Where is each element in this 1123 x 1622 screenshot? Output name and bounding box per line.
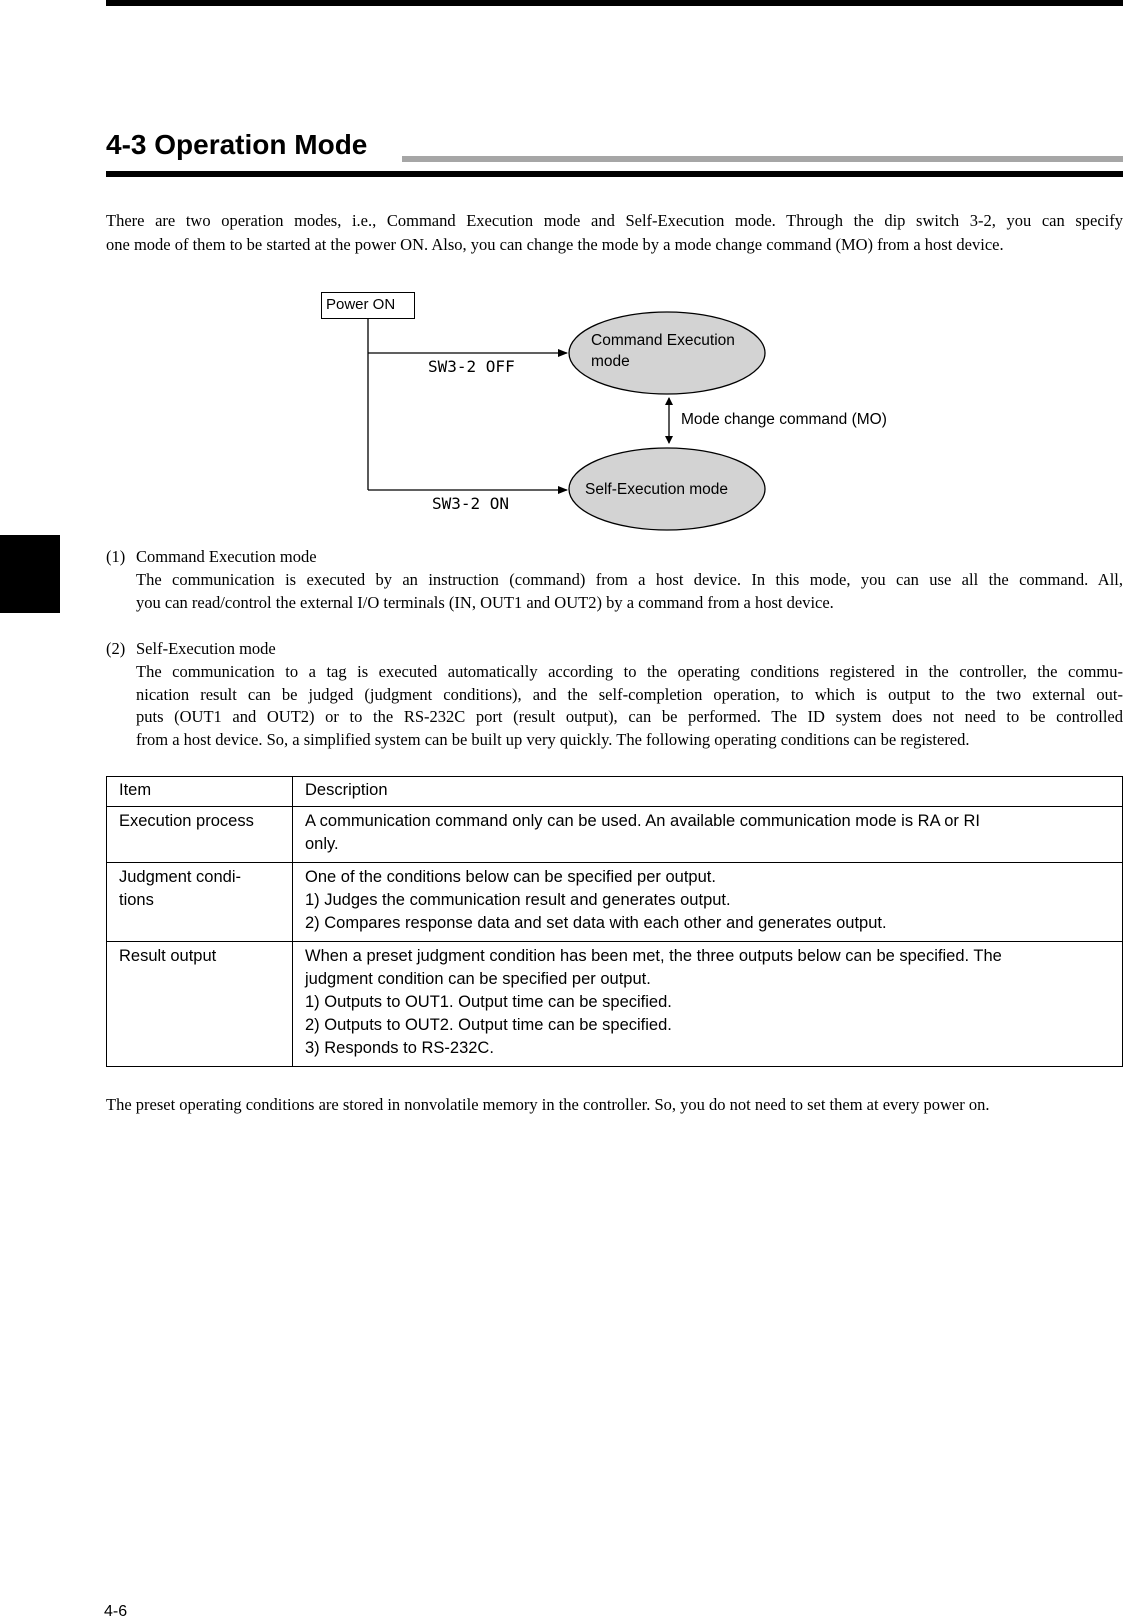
cell-line: Execution process xyxy=(119,812,254,830)
table-cell-description xyxy=(293,863,1123,942)
section-title: 4-3 Operation Mode xyxy=(106,129,368,160)
table-header-row xyxy=(107,777,1123,807)
list-number: (2) xyxy=(106,639,126,658)
cell-line: 1) Judges the communication result and generates output. xyxy=(305,891,731,909)
cell-line: Result output xyxy=(119,947,217,965)
cell-line: only. xyxy=(305,835,339,853)
table-cell-item xyxy=(107,942,293,1067)
list-heading-text: Command Execution mode xyxy=(136,547,317,566)
list-line: nication result can be judged (judgment conditions), and the self-completion operation, to which is output to the two external out- xyxy=(136,684,1123,704)
list-line: The communication is executed by an instruction (command) from a host device. In this mode, you can use all the command. All, xyxy=(136,570,1123,589)
list-body xyxy=(136,661,1123,751)
table-cell-item xyxy=(107,863,293,942)
command-mode-label-line2: mode xyxy=(591,353,630,370)
page-number: 4-6 xyxy=(104,1603,128,1620)
list-line: you can read/control the external I/O terminals (IN, OUT1 and OUT2) by a command from a host device. xyxy=(136,592,834,612)
cell-line: One of the conditions below can be specified per output. xyxy=(305,868,716,886)
operation-mode-diagram xyxy=(0,0,1123,540)
list-line: The communication to a tag is executed automatically according to the operating conditions registered in the controller, the commu- xyxy=(136,662,1123,681)
list-heading xyxy=(106,545,1123,569)
table-cell-item xyxy=(107,807,293,863)
footer-note: The preset operating conditions are stored in nonvolatile memory in the controller. So, you do not need to set them at every power on. xyxy=(106,1095,990,1114)
list-heading xyxy=(106,637,1123,661)
chapter-side-tab xyxy=(0,535,60,613)
list-heading-text: Self-Execution mode xyxy=(136,639,276,658)
sw-on-label: SW3-2 ON xyxy=(432,494,510,513)
intro-line: There are two operation modes, i.e., Command Execution mode and Self-Execution mode. Through the dip switch 3-2, you can specify xyxy=(106,211,1123,230)
cell-line: tions xyxy=(119,891,154,909)
sw-off-label: SW3-2 OFF xyxy=(428,357,515,376)
list-item-self-mode xyxy=(106,637,1123,751)
table-cell-description xyxy=(293,807,1123,863)
table-cell-description xyxy=(293,942,1123,1067)
cell-line: 3) Responds to RS-232C. xyxy=(305,1039,494,1057)
command-mode-label-line1: Command Execution xyxy=(591,332,735,349)
list-line: from a host device. So, a simplified system can be built up very quickly. The following operating conditions can be registered. xyxy=(136,729,970,749)
cell-line: A communication command only can be used. An available communication mode is RA or RI xyxy=(305,812,981,830)
list-line: puts (OUT1 and OUT2) or to the RS-232C port (result output), can be performed. The ID system does not need to be controlled xyxy=(136,707,1123,727)
power-on-box: Power ON xyxy=(321,292,415,319)
cell-line: When a preset judgment condition has been met, the three outputs below can be specified. The xyxy=(305,947,1002,965)
table-row xyxy=(107,807,1123,863)
cell-line: 2) Outputs to OUT2. Output time can be specified. xyxy=(305,1016,672,1034)
table-header-item: Item xyxy=(107,777,293,807)
list-item-command-mode xyxy=(106,545,1123,614)
list-body xyxy=(136,569,1123,614)
table-row xyxy=(107,863,1123,942)
intro-line: one mode of them to be started at the power ON. Also, you can change the mode by a mode change command (MO) from a host device. xyxy=(106,235,1004,254)
cell-line: judgment condition can be specified per output. xyxy=(305,970,651,988)
cell-line: 1) Outputs to OUT1. Output time can be specified. xyxy=(305,993,672,1011)
self-mode-label: Self-Execution mode xyxy=(585,481,729,498)
diagram-lines xyxy=(0,0,1123,540)
operating-conditions-table xyxy=(106,776,1123,1067)
table-header-description: Description xyxy=(293,777,1123,807)
mode-change-label: Mode change command (MO) xyxy=(681,411,887,428)
table-row xyxy=(107,942,1123,1067)
list-number: (1) xyxy=(106,547,126,566)
cell-line: 2) Compares response data and set data with each other and generates output. xyxy=(305,914,887,932)
cell-line: Judgment condi- xyxy=(119,868,241,886)
